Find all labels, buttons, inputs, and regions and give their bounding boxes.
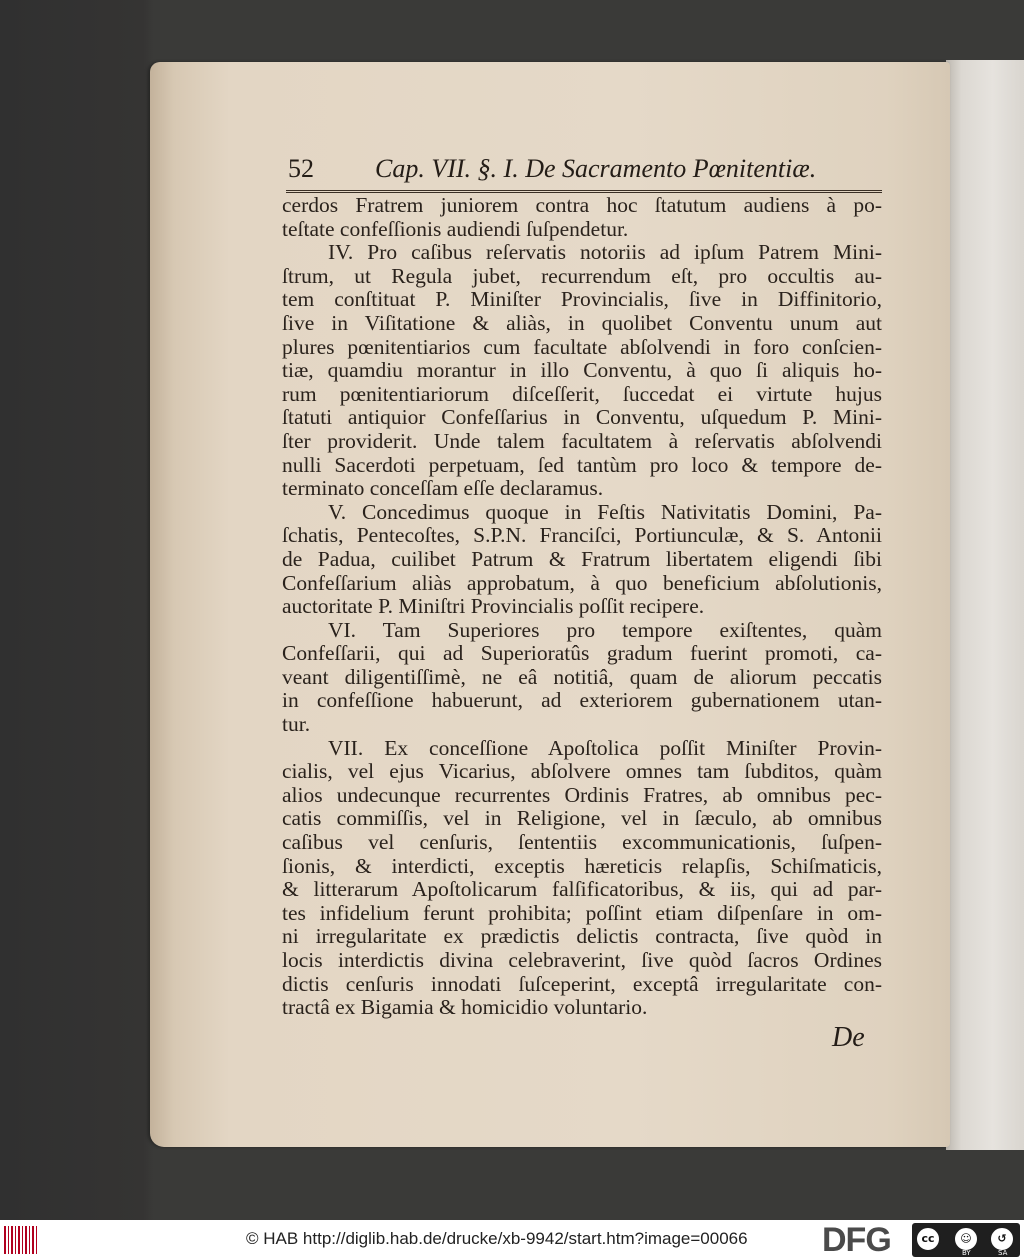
dfg-logo: DFG [822, 1221, 891, 1259]
text-line: terminato conceſſam eſſe declaramus. [282, 476, 604, 501]
text-line: tem conſtituat P. Miniſter Provincialis, ſive in Diffinitorio, [282, 287, 882, 312]
text-line: ſchatis, Pentecoſtes, S.P.N. Franciſci, Portiunculæ, & S. Antonii [282, 523, 882, 548]
text-line: Confeſſarii, qui ad Superioratûs gradum fuerint promoti, ca- [282, 641, 882, 666]
text-line: V. Concedimus quoque in Feſtis Nativitatis Domini, Pa- [328, 499, 882, 524]
text-line: & litterarum Apoſtolicarum falſificatoribus, & iis, qui ad par- [282, 877, 882, 902]
citation-link[interactable]: © HAB http://diglib.hab.de/drucke/xb-9942/start.htm?image=00066 [246, 1229, 748, 1248]
text-line: caſibus vel cenſuris, ſententiis excommunicationis, ſuſpen- [282, 830, 882, 855]
text-line: cialis, vel ejus Vicarius, abſolvere omnes tam ſubditos, quàm [282, 759, 882, 784]
text-line: ſtatuti antiquior Confeſſarius in Conventu, uſquedum P. Mini- [282, 405, 882, 430]
text-line: teſtate confeſſionis audiendi ſuſpendetur. [282, 216, 629, 241]
text-line: tur. [282, 712, 311, 737]
viewer-footer [0, 1220, 1024, 1260]
text-line: nulli Sacerdoti perpetuam, ſed tantùm pro loco & tempore de- [282, 452, 882, 477]
cc-icon: cc [915, 1226, 941, 1252]
text-line: in confeſſione habuerunt, ad exteriorem gubernationem utan- [282, 688, 882, 713]
running-title: Cap. VII. §. I. De Sacramento Pœnitentiæ. [375, 154, 817, 183]
text-line: Confeſſarium aliàs approbatum, à quo beneficium abſolutionis, [282, 570, 882, 595]
text-line: VII. Ex conceſſione Apoſtolica poſſit Miniſter Provin- [328, 735, 882, 760]
text-line: catis commiſſis, vel in Religione, vel in ſæculo, ab omnibus [282, 806, 882, 831]
body-text [282, 194, 882, 1020]
by-icon: ☺ [953, 1226, 979, 1252]
sa-label: SA [998, 1249, 1008, 1257]
text-line: cerdos Fratrem juniorem contra hoc ſtatutum audiens à po- [282, 193, 882, 217]
text-line: tractâ ex Bigamia & homicidio voluntario. [282, 995, 648, 1020]
text-line: ſter providerit. Unde talem facultatem à reſervatis abſolvendi [282, 428, 882, 453]
page-edge [946, 60, 1024, 1150]
text-line: ſive in Viſitatione & aliàs, in quolibet Conventu unum aut [282, 310, 882, 335]
text-line: tes infidelium ferunt prohibita; poſſint etiam diſpenſare in om- [282, 900, 882, 925]
text-line: plures pœnitentiarios cum facultate abſolvendi in foro conſcien- [282, 334, 882, 359]
text-line: ni irregularitate ex prædictis delictis contracta, ſive quòd in [282, 924, 882, 949]
sa-icon: ↺ [989, 1226, 1015, 1252]
text-line: alios undecunque recurrentes Ordinis Fratres, ab omnibus pec- [282, 782, 882, 807]
text-line: locis interdictis divina celebraverint, ſive quòd ſacros Ordines [282, 948, 882, 972]
cc-license-badge[interactable] [912, 1223, 1020, 1257]
text-line: tiæ, quamdiu morantur in illo Conventu, à quo ſi aliquis ho- [282, 358, 882, 383]
text-line: dictis cenſuris innodati ſuſceperint, exceptâ irregularitate con- [282, 971, 882, 996]
text-line: de Padua, cuilibet Patrum & Fratrum libertatem eligendi ſibi [282, 546, 882, 571]
text-line: veant diligentiſſimè, ne eâ notitiâ, quam de aliorum peccatis [282, 664, 882, 689]
catchword: De [832, 1022, 865, 1053]
text-line: IV. Pro caſibus reſervatis notoriis ad ipſum Patrem Mini- [328, 240, 882, 265]
by-label: BY [962, 1249, 971, 1257]
running-header [288, 154, 878, 190]
page-number: 52 [288, 154, 314, 183]
hab-barcode-icon [4, 1226, 38, 1254]
text-line: ſionis, & interdicti, exceptis hæreticis relapſis, Schiſmaticis, [282, 853, 882, 878]
text-line: rum pœnitentiariorum diſceſſerit, ſuccedat ei virtute hujus [282, 381, 882, 406]
text-line: auctoritate P. Miniſtri Provincialis poſſit recipere. [282, 594, 705, 619]
text-line: ſtrum, ut Regula jubet, recurrendum eſt, pro occultis au- [282, 263, 882, 288]
text-line: VI. Tam Superiores pro tempore exiſtentes, quàm [328, 617, 882, 642]
